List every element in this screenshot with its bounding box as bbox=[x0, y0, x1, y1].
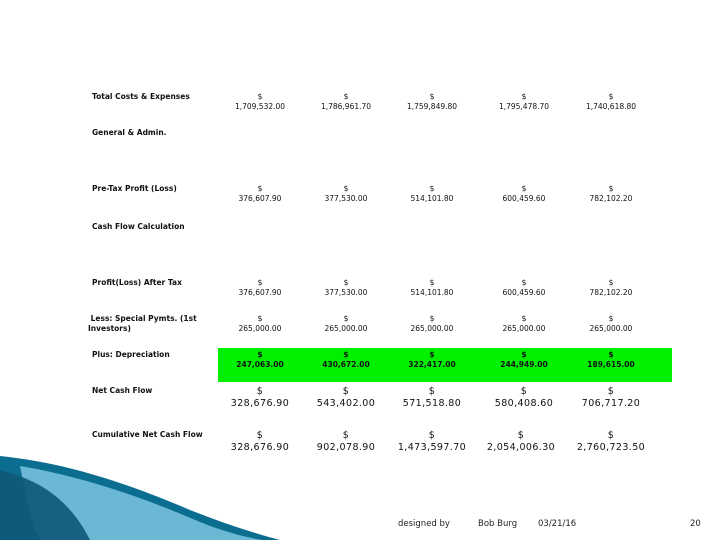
value-cell: $ 1,473,597.70 bbox=[397, 430, 467, 453]
value-cell: $ 543,402.00 bbox=[316, 386, 376, 409]
value-cell: $ 514,101.80 bbox=[410, 184, 454, 203]
page-number: 20 bbox=[690, 519, 701, 529]
value-cell: $ 514,101.80 bbox=[410, 278, 454, 297]
value-cell: $ 902,078.90 bbox=[316, 430, 376, 453]
value-cell: $ 782,102.20 bbox=[589, 278, 633, 297]
value-cell: $ 265,000.00 bbox=[502, 314, 546, 333]
value-cell: $ 580,408.60 bbox=[494, 386, 554, 409]
value-cell: $ 782,102.20 bbox=[589, 184, 633, 203]
value-cell: $ 328,676.90 bbox=[230, 386, 290, 409]
value-cell: $ 189,615.00 bbox=[587, 350, 635, 369]
value-cell: $ 265,000.00 bbox=[410, 314, 454, 333]
value-cell: $ 265,000.00 bbox=[324, 314, 368, 333]
value-cell: $ 376,607.90 bbox=[238, 184, 282, 203]
value-cell: $ 377,530.00 bbox=[324, 278, 368, 297]
value-cell: $ 322,417.00 bbox=[408, 350, 456, 369]
value-cell: $ 706,717.20 bbox=[581, 386, 641, 409]
value-cell: $ 265,000.00 bbox=[238, 314, 282, 333]
row-label: Cumulative Net Cash Flow bbox=[92, 430, 203, 439]
value-cell: $ 600,459.60 bbox=[502, 184, 546, 203]
row-label: Plus: Depreciation bbox=[92, 350, 170, 359]
value-cell: $ 377,530.00 bbox=[324, 184, 368, 203]
row-label: Pre-Tax Profit (Loss) bbox=[92, 184, 177, 193]
value-cell: $ 600,459.60 bbox=[502, 278, 546, 297]
value-cell: $ 1,740,618.80 bbox=[585, 92, 637, 111]
value-cell: $ 2,760,723.50 bbox=[576, 430, 646, 453]
value-cell: $ 244,949.00 bbox=[500, 350, 548, 369]
value-cell: $ 1,709,532.00 bbox=[234, 92, 286, 111]
value-cell: $ 376,607.90 bbox=[238, 278, 282, 297]
value-cell: $ 430,672.00 bbox=[322, 350, 370, 369]
value-cell: $ 328,676.90 bbox=[230, 430, 290, 453]
row-label: Less: Special Pymts. (1st Investors) bbox=[88, 314, 197, 333]
row-label: Net Cash Flow bbox=[92, 386, 153, 395]
value-cell: $ 2,054,006.30 bbox=[486, 430, 556, 453]
footer-designed-by: designed by bbox=[398, 519, 450, 529]
row-label: Total Costs & Expenses bbox=[92, 92, 190, 101]
row-label: Profit(Loss) After Tax bbox=[92, 278, 182, 287]
value-cell: $ 1,759,849.80 bbox=[406, 92, 458, 111]
row-label: Cash Flow Calculation bbox=[92, 222, 185, 231]
decorative-wave bbox=[0, 440, 280, 540]
row-label: General & Admin. bbox=[92, 128, 167, 137]
value-cell: $ 1,786,961.70 bbox=[320, 92, 372, 111]
value-cell: $ 247,063.00 bbox=[236, 350, 284, 369]
value-cell: $ 265,000.00 bbox=[589, 314, 633, 333]
footer-date: 03/21/16 bbox=[538, 519, 577, 529]
footer-author: Bob Burg bbox=[478, 519, 518, 529]
value-cell: $ 1,795,478.70 bbox=[498, 92, 550, 111]
value-cell: $ 571,518.80 bbox=[402, 386, 462, 409]
